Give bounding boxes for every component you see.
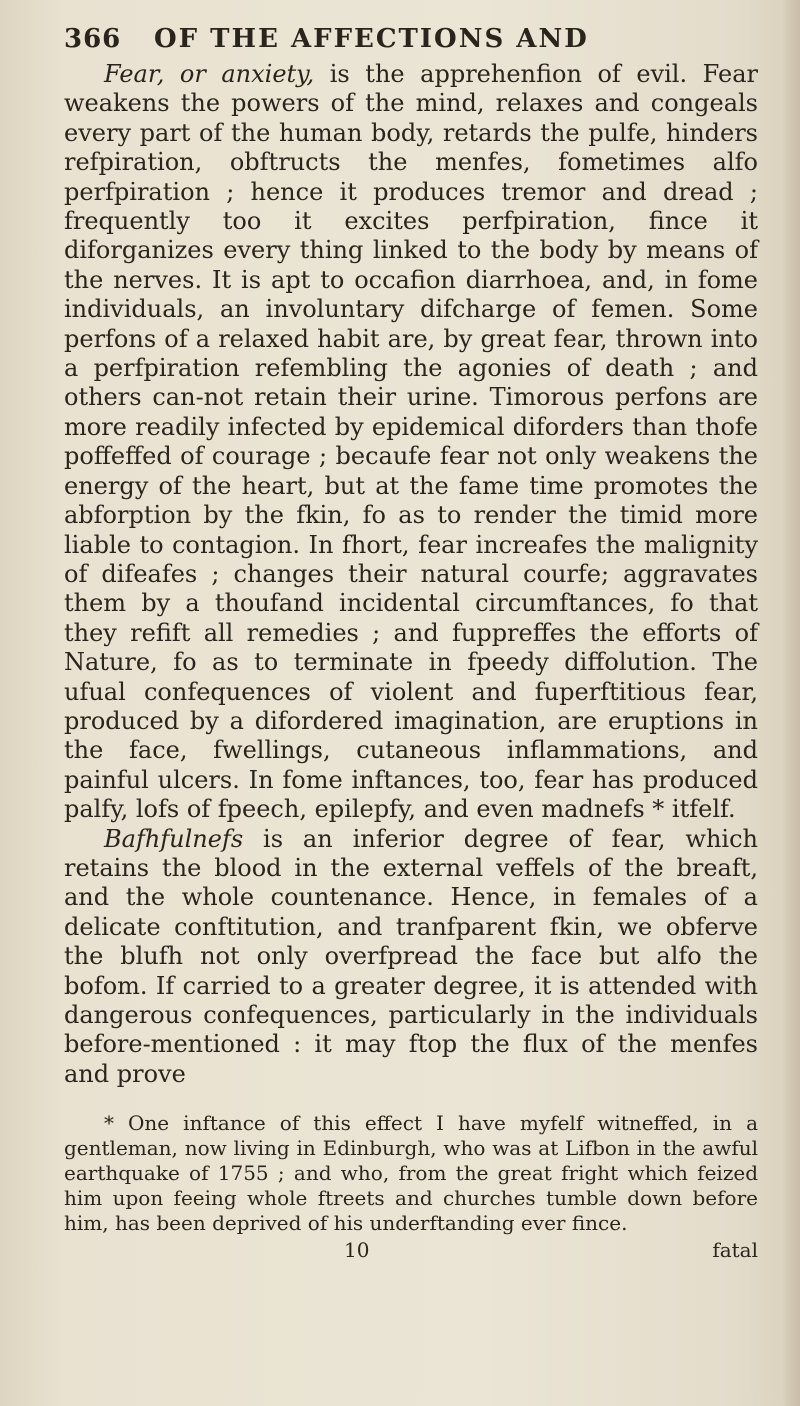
page-number: 366 (64, 24, 122, 54)
catchword: fatal (712, 1238, 758, 1263)
body-text (64, 60, 758, 1089)
footnote-text: * One inftance of this effect I have myfelf witneffed, in a gentleman, now living in Edinburgh, who was at Lifbon in the awful earthquake of 1755 ; and who, from the great fright which feized him upon feeing whole ftreets and churches tumble down before him, has been deprived of his underftanding ever fince. (64, 1111, 758, 1236)
term-bashfulness: Bafhfulnefs (104, 824, 244, 853)
running-head (64, 24, 758, 54)
term-fear: Fear, or anxiety, (104, 60, 315, 88)
page-footer (64, 1238, 758, 1262)
footnote (64, 1111, 758, 1236)
running-title: OF THE AFFECTIONS AND (154, 24, 589, 54)
paragraph-fear (64, 60, 758, 825)
page-content (64, 24, 758, 1262)
page-edge-shadow (782, 0, 800, 1406)
signature-mark: 10 (344, 1238, 370, 1263)
paragraph-bashfulness-text: is an inferior degree of fear, which retains the blood in the external veffels of the breaft, and the whole countenance. Hence, in females of a delicate conftitution, and tranfparent fkin, we obferve the blufh not only overfpread the face but alfo the bofom. If carried to a greater degree, it is attended with dangerous confequences, particularly in the individuals before-mentioned : it may ftop the flux of the menfes and prove (64, 824, 758, 1088)
paragraph-bashfulness (64, 825, 758, 1090)
paragraph-fear-text: is the apprehenfion of evil. Fear weakens the powers of the mind, relaxes and congeals every part of the human body, retards the pulfe, hinders refpiration, obftructs the menfes, fometimes alfo perfpiration ; hence it produces tremor and dread ; frequently too it excites perfpiration, fince it diforganizes every thing linked to the body by means of the nerves. It is apt to occafion diarrhoea, and, in fome individuals, an involuntary difcharge of femen. Some perfons of a relaxed habit are, by great fear, thrown into a perfpiration refembling the agonies of death ; and others can-not retain their urine. Timorous perfons are more readily infected by epidemical diforders than thofe poffeffed of courage ; becaufe fear not only weakens the energy of the heart, but at the fame time promotes the abforption by the fkin, fo as to render the timid more liable to contagion. In fhort, fear increafes the malignity of difeafes ; changes their natural courfe; aggravates them by a thoufand incidental circumftances, fo that they refift all remedies ; and fuppreffes the efforts of Nature, fo as to terminate in fpeedy diffolution. The ufual confequences of violent and fuperftitious fear, produced by a difordered imagination, are eruptions in the face, fwellings, cutaneous inflammations, and painful ulcers. In fome inftances, too, fear has produced palfy, lofs of fpeech, epilepfy, and even madnefs * itfelf. (64, 60, 758, 824)
